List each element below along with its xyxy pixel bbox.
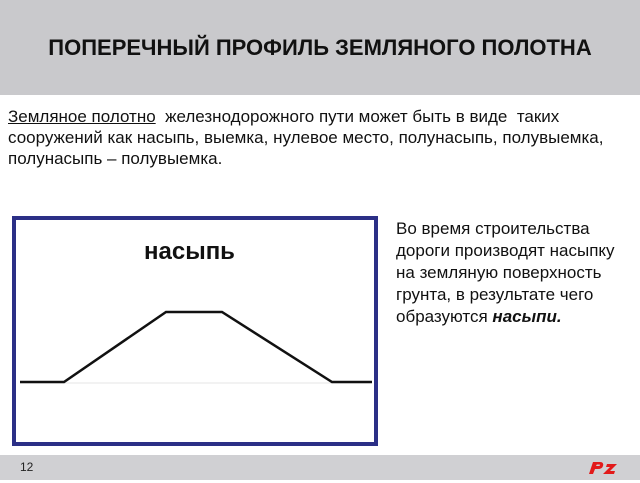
side-text: Во время строительства дороги производят насыпку на земляную поверхность грунта, в результате чего образуются (396, 219, 615, 326)
intro-term: Земляное полотно (8, 107, 156, 126)
diagram-label: насыпь (144, 238, 235, 265)
intro-paragraph (8, 106, 636, 169)
rzd-logo (586, 456, 620, 483)
title-bar (0, 0, 640, 95)
page-number: 12 (20, 460, 34, 474)
embankment-profile-line (20, 312, 372, 382)
embankment-diagram (12, 216, 378, 446)
footer-bar (0, 455, 640, 480)
intro-text: железнодорожного пути может быть в виде таких сооружений как насыпь, выемка, нулевое место, полунасыпь, полувыемка, полунасыпь – полувыемка. (8, 107, 609, 168)
side-description (396, 218, 636, 328)
side-emphasis: насыпи. (492, 307, 562, 326)
slide-title: ПОПЕРЕЧНЫЙ ПРОФИЛЬ ЗЕМЛЯНОГО ПОЛОТНА (48, 34, 592, 60)
